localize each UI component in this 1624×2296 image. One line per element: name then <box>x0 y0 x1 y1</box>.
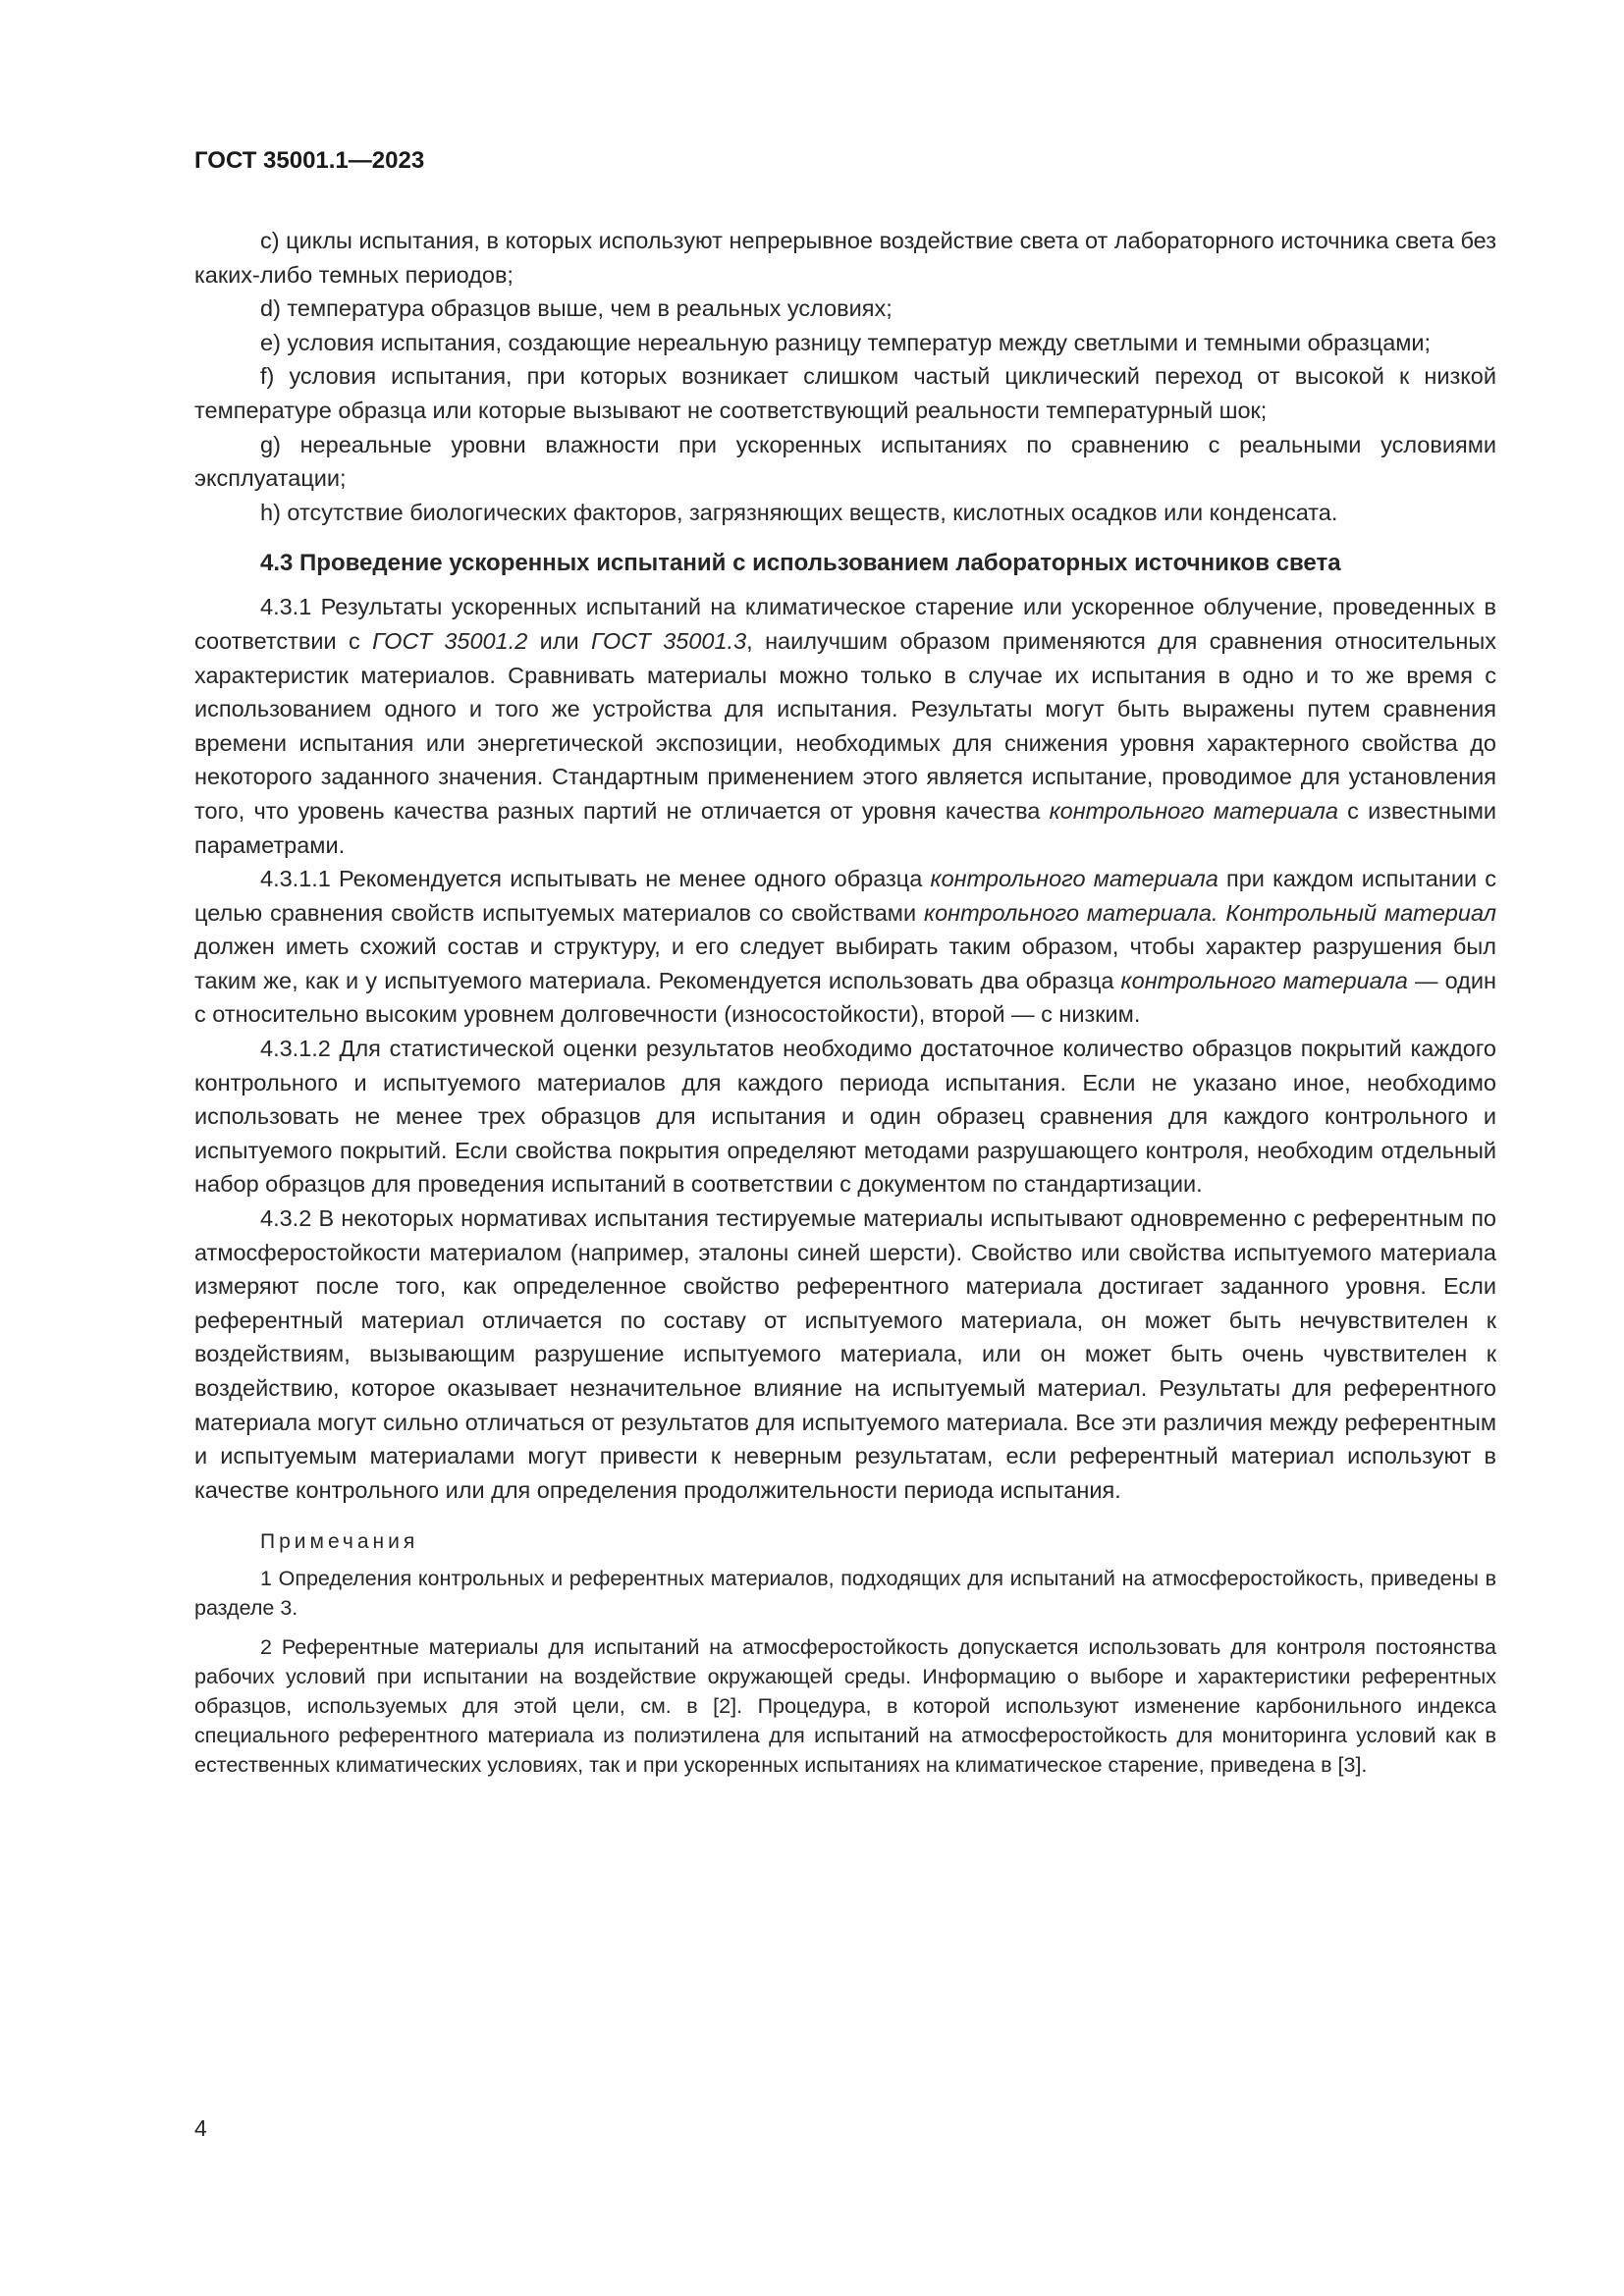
text-run: — один с относительно высоким уровнем долговечности (износостойкости), второй — с низким. <box>194 967 1496 1028</box>
doc-reference: ГОСТ 35001.3 <box>591 627 747 654</box>
list-item-e: e) условия испытания, создающие нереальную разницу температур между светлыми и темными образцами; <box>260 329 1432 355</box>
paragraph-4-3-1-1 <box>194 862 1496 1032</box>
doc-reference: ГОСТ 35001.2 <box>372 627 528 654</box>
text-run: или <box>527 627 592 654</box>
note-item-2: 2 Референтные материалы для испытаний на атмосферостойкость допускается использовать для контроля постоянства рабочих условий при испытании на воздействие окружающей среды. Информацию о выборе и характеристики референтных образцов, используемых для этой цели, см. в [2]. Процедура, в которой используют изменение карбонильного индекса специального референтного материала из полиэтилена для испытаний на атмосферостойкость для мониторинга условий как в естественных климатических условиях, так и при ускоренных испытаниях на климатическое старение, приведена в [3]. <box>194 1635 1496 1778</box>
list-item-h: h) отсутствие биологических факторов, загрязняющих веществ, кислотных осадков или конденсата. <box>260 499 1338 525</box>
list-item-f: f) условия испытания, при которых возникает слишком частый циклический переход от высокой к низкой температуре образца или которые вызывают не соответствующий реальности температурный шок; <box>194 363 1496 423</box>
paragraph-4-3-1-2: 4.3.1.2 Для статистической оценки результатов необходимо достаточное количество образцов покрытий каждого контрольного и испытуемого материалов для каждого периода испытания. Если не указано иное, необходимо использовать не менее трех образцов для испытания и один образец сравнения для каждого контрольного и испытуемого покрытий. Если свойства покрытия определяют методами разрушающего контроля, необходим отдельный набор образцов для проведения испытаний в соответствии с документом по стандартизации. <box>194 1036 1496 1198</box>
text-run: должен иметь схожий состав и структуру, и его следует выбирать таким образом, чтобы характер разрушения был таким же, как и у испытуемого материала. Рекомендуется использовать два образца <box>194 934 1496 993</box>
page-number: 4 <box>194 2115 207 2141</box>
text-run: 4.3.1.1 Рекомендуется испытывать не менее одного образца <box>260 866 931 892</box>
term-emphasis: контрольного материала <box>1120 967 1408 993</box>
text-run: 4.3.1 Результаты ускоренных испытаний на климатическое старение или ускоренное облучение, проведенных в соответствии с <box>194 594 1496 654</box>
page-header-doc-id: ГОСТ 35001.1—2023 <box>194 147 425 174</box>
list-item-c: c) циклы испытания, в которых используют непрерывное воздействие света от лабораторного источника света без каких-либо темных периодов; <box>194 228 1496 288</box>
note-item-1: 1 Определения контрольных и референтных материалов, подходящих для испытаний на атмосферостойкость, приведены в разделе 3. <box>194 1567 1496 1621</box>
term-emphasis: контрольного материала. Контрольный материал <box>923 899 1497 926</box>
paragraph-4-3-1 <box>194 590 1496 862</box>
section-title-4-3: 4.3 Проведение ускоренных испытаний с использованием лабораторных источников света <box>260 550 1341 577</box>
list-item-d: d) температура образцов выше, чем в реальных условиях; <box>260 295 893 322</box>
text-run: с известными параметрами. <box>194 797 1496 858</box>
notes-heading: Примечания <box>260 1530 419 1554</box>
term-emphasis: контрольного материала <box>1049 797 1338 824</box>
text-run: при каждом испытании с целью сравнения свойств испытуемых материалов со свойствами <box>194 866 1496 926</box>
paragraph-4-3-2: 4.3.2 В некоторых нормативах испытания тестируемые материалы испытывают одновременно с референтным по атмосферостойкости материалом (например, эталоны синей шерсти). Свойство или свойства испытуемого материала измеряют после того, как определенное свойство референтного материала достигает заданного уровня. Если референтный материал отличается по составу от испытуемого материала, он может быть нечувствителен к воздействиям, вызывающим разрушение испытуемого материала, или он может быть очень чувствителен к воздействию, которое оказывает незначительное влияние на испытуемый материал. Результаты для референтного материала могут сильно отличаться от результатов для испытуемого материала. Все эти различия между референтным и испытуемым материалами могут привести к неверным результатам, если референтный материал используют в качестве контрольного или для определения продолжительности периода испытания. <box>194 1205 1496 1503</box>
term-emphasis: контрольного материала <box>930 866 1218 892</box>
document-body <box>194 224 1496 1789</box>
list-item-g: g) нереальные уровни влажности при ускоренных испытаниях по сравнению с реальными условиями эксплуатации; <box>194 431 1496 492</box>
text-run: , наилучшим образом применяются для сравнения относительных характеристик материалов. Сравнивать материалы можно только в случае их испытания в одно и то же время с использованием одного и того же устройства для испытания. Результаты могут быть выражены путем сравнения времени испытания или энергетической экспозиции, необходимых для снижения уровня характерного свойства до некоторого заданного значения. Стандартным применением этого является испытание, проводимое для установления того, что уровень качества разных партий не отличается от уровня качества <box>194 627 1497 824</box>
